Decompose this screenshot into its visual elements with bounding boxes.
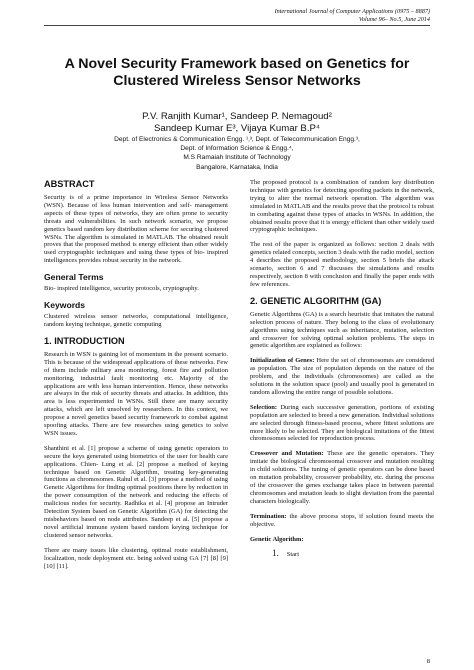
header-rule [44,25,430,26]
right-column [250,179,434,559]
step-text: Start [286,551,300,559]
initialization-text: Here the set of chromosomes are considered as population. The size of population depends on the nature of the problem, and the individuals (chromosomes) are called as the solutions in the solution space (pool) and usually pool is generated in random allowing the entire range of possible solutions. [250,357,434,396]
journal-volume: Volume 96– No.5, June 2014 [358,15,430,23]
crossover-label: Crossover and Mutation: [250,450,324,458]
crossover-paragraph [250,450,434,505]
author-block [60,111,414,172]
algorithm-step-1 [272,550,434,559]
author-line-2: Sandeep Kumar E³, Vijaya Kumar B.P⁴ [153,123,321,134]
paper-title: A Novel Security Framework based on Genetics for Clustered Wireless Sensor Networks [64,56,410,89]
selection-paragraph [250,404,434,444]
intro-paragraph-3: There are many issues like clustering, optimal route establishment, localization, node deployment etc. being solved using GA [7] [8] [9] [10] [11]. [44,546,228,570]
ga-paragraph: Genetic Algorithms (GA) is a search heuristic that imitates the natural selection process of nature. They belong to the class of evolutionary algorithms using techniques such as inheritance, mutation, selection and crossover for solving optimal solution problems. The steps in genetic algorithm are explained as follows: [250,310,434,350]
termination-text: the above process stops, if solution found meets the objective. [250,512,434,528]
affiliation-3: M.S Ramaiah Institute of Technology [183,154,291,162]
crossover-text: These are the genetic operators. They imitate the biological chromosomal crossover and mutation resulting in child solutions. The tuning of genetic operators can be done based on mutation probability, crossover probability, etc. during the process of the crossover the genes exchange takes place in between parental chromosomes and mutation leads to slight deviation from the parental characters biologically. [250,450,434,505]
abstract-heading: ABSTRACT [44,179,95,189]
journal-name: International Journal of Computer Applications (0975 – 8887) [274,8,430,15]
selection-text: During each successive generation, portions of existing population are selected to breed a new generation. Individual solutions are selected through fitness-based process, where fittest solutions are more likely to be selected. They are biological imitations of the fittest chromosomes selected for reproduction process. [250,403,434,443]
genetic-algorithm-heading: 2. GENETIC ALGORITHM (GA) [250,295,382,306]
keywords-text: Clustered wireless sensor networks, computational intelligence, random keying technique, genetic computing [44,313,228,328]
termination-paragraph [250,513,434,529]
general-terms-heading: General Terms [44,272,104,283]
right-paragraph-1: The proposed protocol is a combination of random key distribution technique with genetics for detecting spoofing packets in the network, trying to alter the normal network operation. The algorithm was simulated in MATLAB and the results prove that the protocol is robust in combating against these types of attacks in WSNs. In addition, the obtained results prove that it is energy efficient than other widely used cryptographic techniques. [250,179,434,234]
affiliation-2: Dept. of Information Science & Engg.⁴, [180,145,294,153]
general-terms-text: Bio- inspired intelligence, security protocols, cryptography. [44,285,199,293]
selection-label: Selection: [250,403,278,411]
affiliation-1: Dept. of Electronics & Communication Engg. ¹‚³, Dept. of Telecommunication Engg.³, [114,136,360,143]
genetic-algorithm-label: Genetic Algorithm: [250,535,304,543]
introduction-heading: 1. INTRODUCTION [44,335,125,346]
step-number: 1. [272,548,279,559]
initialization-label: Initialization of Genes: [250,357,315,365]
right-paragraph-2: The rest of the paper is organized as follows: section 2 deals with genetics related concepts, section 3 deals with the radio model, section 4 describes the proposed methodology, section 5 briefs the attack scenario, section 6 and 7 discusses the simulations and results respectively, section 8 with conclusion and finally the paper ends with few references. [250,241,434,288]
intro-paragraph-1: Research in WSN is gaining lot of momentum in the present scenario. This is because of the widespread applications of these networks. Few of them include military area monitoring, forest fire and pollution monitoring, industrial fault monitoring etc. Majority of the applications are with less human intervention. Hence, these networks are always in the risk of security threats and attacks. In addition, this area is less experimented in WSNs. Still there are many security attacks, which are left unsolved by researchers. In this context, we propose a novel genetics based security framework to combat against spoofing attacks. There are few researches using genetics to solve WSN issues. [44,350,228,437]
abstract-text: Security is of a prime importance in Wireless Sensor Networks (WSN). Because of less human intervention and self- management aspects of these types of networks, they are often prone to security threats and vulnerabilities. In such network scenario, we propose genetics based random key distribution scheme for securing clustered WSNs. The algorithm is simulated in MATLAB. The obtained result proves that the proposed method is energy efficient than other widely used cryptographic techniques and using these types of bio- inspired intelligences provides robust security in the network. [44,194,228,265]
keywords-heading: Keywords [44,300,86,311]
affiliation-4: Bangalore, Karnataka, India [196,163,278,171]
author-line-1: P.V. Ranjith Kumar¹, Sandeep P. Nemagoud² [142,111,332,122]
initialization-paragraph [250,357,434,397]
intro-paragraph-2: Shanthini et al. [1] propose a scheme of using genetic operators to secure the keys generated using biometrics of the user for health care applications. Chien- Lung et al. [2] propose a method of keying technique based on Genetic Algorithm, treating key-generating functions as chromosomes. Rahul et al. [3] propose a method of using Genetic Algorithms for finding optimal positions there by reduction in the power consumption of the network and reducing the effects of malicious nodes for security. Radhika et al. [4] propose an Intruder Detection System based on Genetic Algorithm (GA) for detecting the misbehaviors based on node attributes. Sandeep et al. [5] propose a novel artificial immune system based random keying technique for clustered sensor networks. [44,444,228,539]
left-column [44,179,228,577]
page-number: 8 [426,658,430,665]
journal-header [275,8,430,23]
termination-label: Termination: [250,512,287,520]
